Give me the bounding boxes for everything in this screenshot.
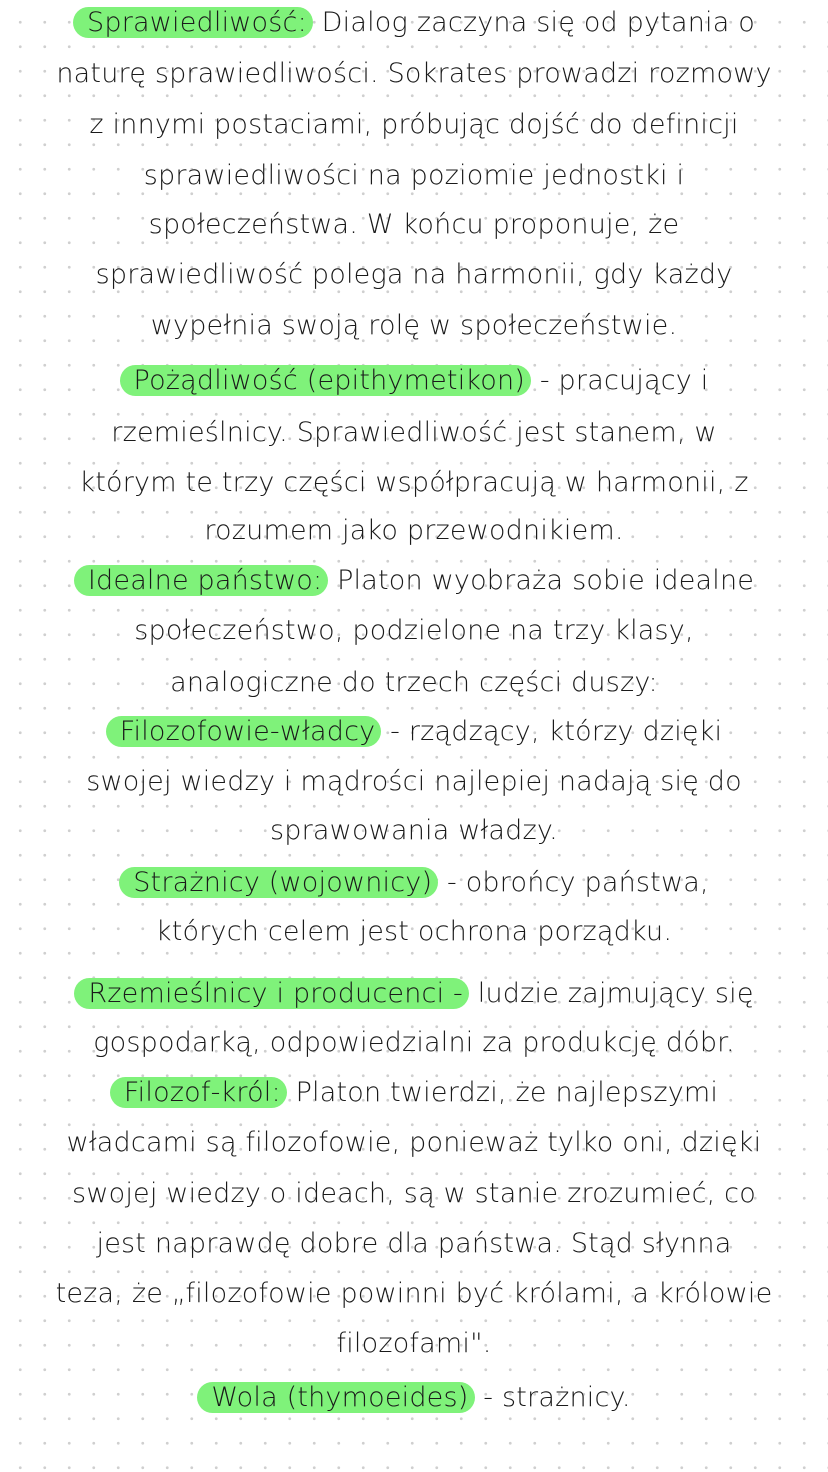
line-text: którym te trzy części współpracują w harmonii, z xyxy=(79,467,749,498)
note-line xyxy=(0,765,828,805)
highlighted-term: Strażnicy (wojownicy) xyxy=(119,867,438,898)
line-text: z innymi postaciami, próbując dojść do definicji xyxy=(89,109,739,140)
note-line xyxy=(0,666,828,706)
line-text: sprawowania władzy. xyxy=(270,815,558,846)
line-text: - obrońcy państwa, xyxy=(438,867,709,898)
line-text: ludzie zajmujący się xyxy=(469,978,754,1009)
line-text: sprawiedliwość polega na harmonii, gdy każdy xyxy=(95,259,733,290)
line-text: społeczeństwa. W końcu proponuje, że xyxy=(148,209,680,240)
line-text: gospodarką, odpowiedzialni za produkcję dóbr. xyxy=(93,1027,735,1058)
line-text: swojej wiedzy i mądrości najlepiej nadają się do xyxy=(86,766,742,797)
line-text: których celem jest ochrona porządku. xyxy=(155,916,673,947)
highlighted-term: Idealne państwo: xyxy=(74,565,328,596)
note-line xyxy=(0,1126,828,1166)
line-text: Platon wyobraża sobie idealne xyxy=(328,565,755,596)
highlighted-term: Wola (thymoeides) xyxy=(197,1382,474,1413)
note-line xyxy=(0,514,828,554)
line-text: jest naprawdę dobre dla państwa. Stąd słynna xyxy=(96,1228,732,1259)
line-text: filozofami". xyxy=(336,1328,492,1359)
note-line xyxy=(0,1177,828,1217)
note-line xyxy=(0,1076,828,1116)
note-line xyxy=(0,1327,828,1367)
note-line xyxy=(0,416,828,456)
note-line xyxy=(0,57,828,97)
line-text: władcami są filozofowie, ponieważ tylko oni, dzięki xyxy=(66,1127,762,1158)
line-text: Dialog zaczyna się od pytania o xyxy=(312,7,755,38)
note-line xyxy=(0,1381,828,1421)
note-line xyxy=(0,814,828,854)
line-text: naturę sprawiedliwości. Sokrates prowadzi rozmowy xyxy=(56,58,772,89)
line-text: Platon twierdzi, że najlepszymi xyxy=(286,1077,719,1108)
note-line xyxy=(0,977,828,1017)
note-line xyxy=(0,6,828,46)
note-line xyxy=(0,159,828,199)
note-line xyxy=(0,1026,828,1066)
note-line xyxy=(0,715,828,755)
highlighted-term: Rzemieślnicy i producenci - xyxy=(74,978,469,1009)
note-line xyxy=(0,1227,828,1267)
highlighted-term: Sprawiedliwość: xyxy=(73,7,313,38)
highlighted-term: Pożądliwość (epithymetikon) xyxy=(120,365,532,396)
note-line xyxy=(0,466,828,506)
line-text: wypełnia swoją rolę w społeczeństwie. xyxy=(150,310,678,341)
highlighted-term: Filozofowie-władcy xyxy=(106,716,382,747)
highlighted-term: Filozof-król: xyxy=(110,1077,287,1108)
note-line xyxy=(0,1277,828,1317)
line-text: swojej wiedzy o ideach, są w stanie zrozumieć, co xyxy=(72,1178,756,1209)
note-line xyxy=(0,108,828,148)
line-text: - strażnicy. xyxy=(474,1382,631,1413)
line-text: rzemieślnicy. Sprawiedliwość jest stanem, w xyxy=(111,417,717,448)
note-line xyxy=(0,915,828,955)
note-line xyxy=(0,208,828,248)
line-text: analogiczne do trzech części duszy: xyxy=(170,667,658,698)
note-line xyxy=(0,309,828,349)
line-text: - pracujący i xyxy=(531,365,709,396)
line-text: społeczeństwo, podzielone na trzy klasy, xyxy=(134,615,694,646)
line-text: rozumem jako przewodnikiem. xyxy=(204,515,624,546)
note-line xyxy=(0,564,828,604)
line-text: - rządzący, którzy dzięki xyxy=(381,716,723,747)
line-text: sprawiedliwości na poziomie jednostki i xyxy=(143,160,685,191)
line-text: teza, że „filozofowie powinni być królami, a królowie xyxy=(55,1278,773,1309)
note-line xyxy=(0,364,828,404)
note-line xyxy=(0,614,828,654)
note-line xyxy=(0,258,828,298)
note-line xyxy=(0,866,828,906)
